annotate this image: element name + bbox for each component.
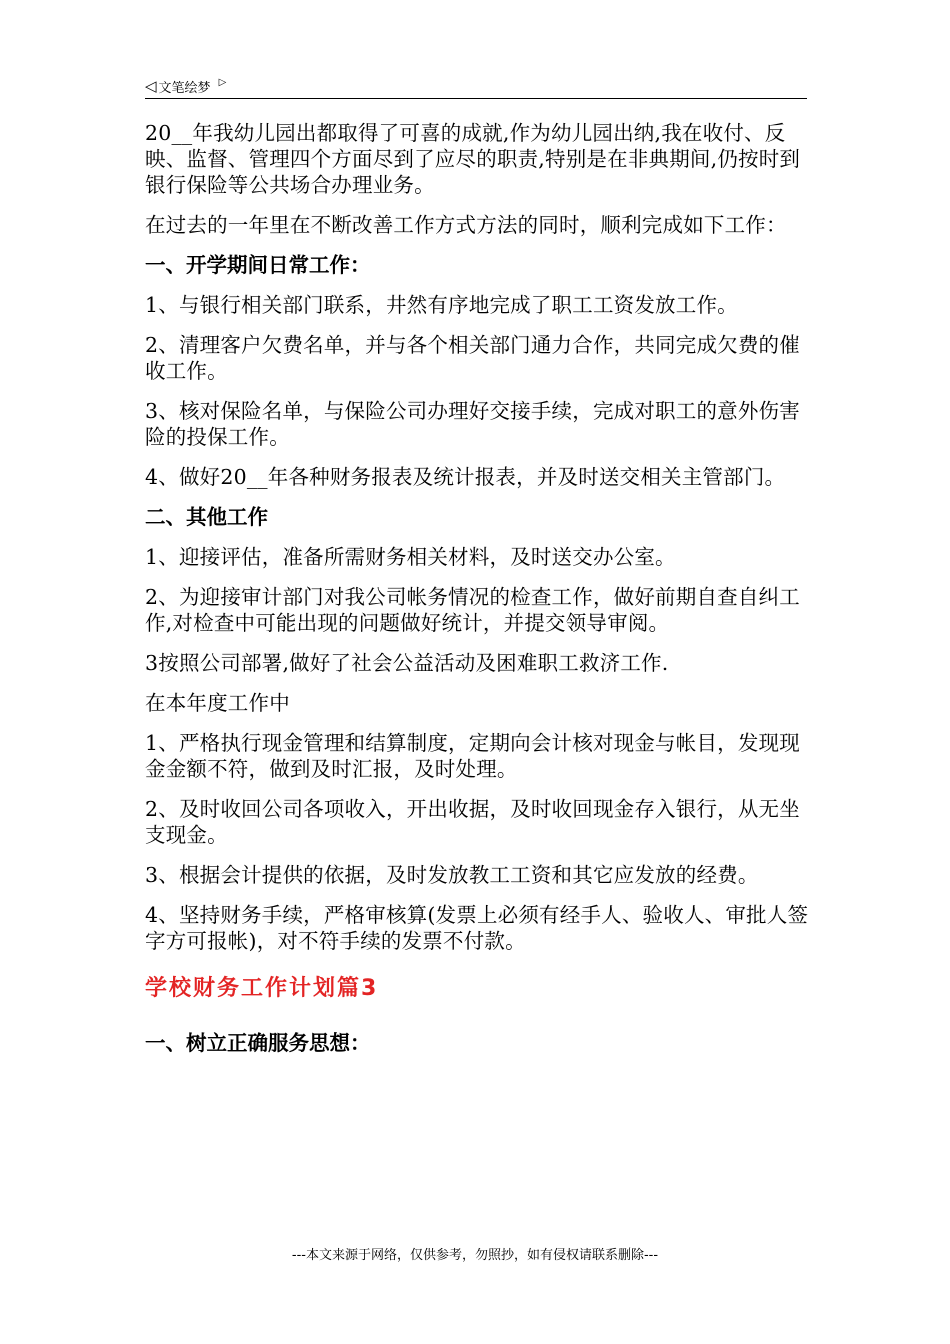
section-heading: 二、其他工作	[145, 505, 268, 529]
right-triangle-icon: ▷	[218, 76, 227, 88]
list-item: 3、核对保险名单，与保险公司办理好交接手续，完成对职工的意外伤害险的投保工作。	[145, 399, 800, 449]
section-heading: 一、开学期间日常工作：	[145, 253, 371, 277]
list-item: 3按照公司部署,做好了社会公益活动及困难职工救济工作.	[145, 651, 669, 675]
list-item: 3、根据会计提供的依据，及时发放教工工资和其它应发放的经费。	[145, 863, 759, 887]
list-item: 4、做好20__年各种财务报表及统计报表，并及时送交相关主管部门。	[145, 465, 786, 489]
page-header	[145, 74, 805, 98]
list-item: 4、坚持财务手续，严格审核算(发票上必须有经手人、验收人、审批人签字方可报帐)，对不符手续的发票不付款。	[145, 903, 809, 953]
list-item: 2、清理客户欠费名单，并与各个相关部门通力合作，共同完成欠费的催收工作。	[145, 333, 800, 383]
paragraph: 20__年我幼儿园出都取得了可喜的成就,作为幼儿园出纳,我在收付、反映、监督、管理四个方面尽到了应尽的职责,特别是在非典期间,仍按时到银行保险等公共场合办理业务。	[145, 121, 801, 197]
list-item: 2、为迎接审计部门对我公司帐务情况的检查工作，做好前期自查自纠工作,对检查中可能出现的问题做好统计，并提交领导审阅。	[145, 585, 800, 635]
section-title: 学校财务工作计划篇3	[145, 976, 379, 1001]
list-item: 1、与银行相关部门联系，井然有序地完成了职工工资发放工作。	[145, 293, 738, 317]
page-footer: ---本文来源于网络，仅供参考，勿照抄，如有侵权请联系删除---	[291, 1248, 659, 1263]
paragraph: 在过去的一年里在不断改善工作方式方法的同时，顺利完成如下工作：	[145, 213, 787, 237]
list-item: 1、严格执行现金管理和结算制度，定期向会计核对现金与帐目，发现现金金额不符，做到及时汇报，及时处理。	[145, 731, 800, 781]
left-triangle-icon: ◁	[145, 76, 157, 95]
document-body	[145, 120, 820, 1070]
list-item: 2、及时收回公司各项收入，开出收据，及时收回现金存入银行，从无坐支现金。	[145, 797, 800, 847]
header-logo: 文笔绘梦	[158, 80, 211, 96]
paragraph: 在本年度工作中	[145, 691, 290, 715]
list-item: 1、迎接评估，准备所需财务相关材料，及时送交办公室。	[145, 545, 676, 569]
section-heading: 一、树立正确服务思想：	[145, 1031, 371, 1055]
header-rule	[145, 98, 807, 99]
